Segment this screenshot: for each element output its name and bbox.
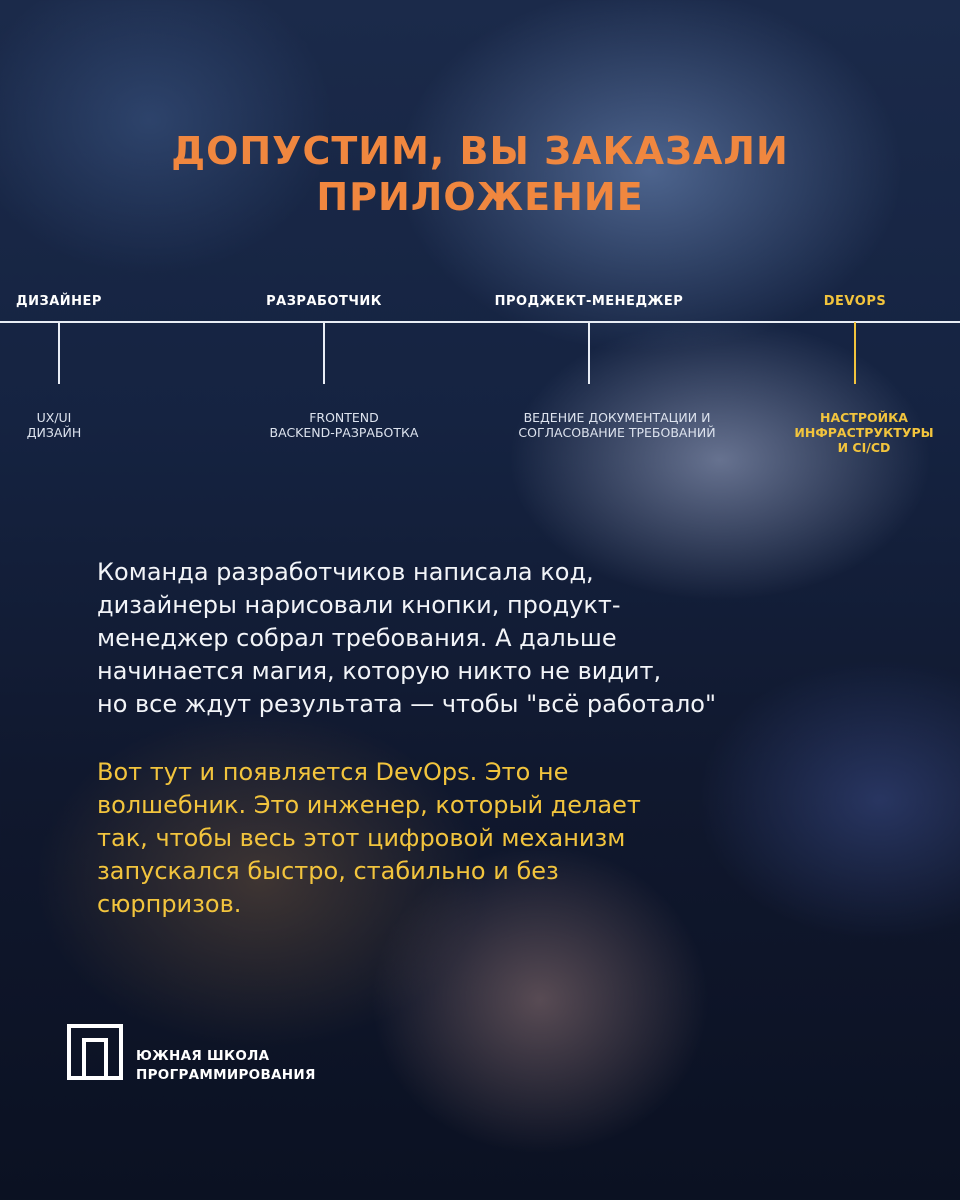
paragraph-line: менеджер собрал требования. А дальше <box>97 624 617 652</box>
devops-paragraph <box>97 756 857 921</box>
paragraph-line: дизайнеры нарисовали кнопки, продукт- <box>97 591 621 619</box>
role-desc-line: ВЕДЕНИЕ ДОКУМЕНТАЦИИ И <box>523 410 711 425</box>
page-title-line-2: ПРИЛОЖЕНИЕ <box>316 175 644 219</box>
intro-paragraph <box>97 556 857 721</box>
role-desc-devops <box>734 410 960 455</box>
role-label-developer: РАЗРАБОТЧИК <box>266 294 382 309</box>
role-desc-line: НАСТРОЙКА <box>820 410 908 425</box>
paragraph-line: волшебник. Это инженер, который делает <box>97 791 641 819</box>
timeline-tick-designer <box>58 322 60 384</box>
role-desc-line: UX/UI <box>36 410 72 425</box>
paragraph-line: сюрпризов. <box>97 890 242 918</box>
timeline-tick-project-manager <box>588 322 590 384</box>
role-desc-line: СОГЛАСОВАНИЕ ТРЕБОВАНИЙ <box>518 425 716 440</box>
role-desc-designer <box>0 410 184 440</box>
timeline-tick-devops <box>854 322 856 384</box>
page-title-line-1: ДОПУСТИМ, ВЫ ЗАКАЗАЛИ <box>171 129 789 173</box>
role-desc-line: И CI/CD <box>837 440 891 455</box>
brand-name <box>136 1047 316 1085</box>
paragraph-line: но все ждут результата — чтобы "всё работало" <box>97 690 717 718</box>
role-desc-line: ДИЗАЙН <box>26 425 82 440</box>
role-desc-line: FRONTEND <box>309 410 379 425</box>
paragraph-line: так, чтобы весь этот цифровой механизм <box>97 824 626 852</box>
role-desc-project-manager <box>487 410 747 440</box>
brand-name-line-2: ПРОГРАММИРОВАНИЯ <box>136 1067 316 1083</box>
role-label-project-manager: ПРОДЖЕКТ-МЕНЕДЖЕР <box>494 294 684 309</box>
role-label-designer: ДИЗАЙНЕР <box>16 294 102 309</box>
paragraph-line: начинается магия, которую никто не видит, <box>97 657 662 685</box>
page-title <box>0 128 960 220</box>
school-logo-icon <box>67 1024 123 1080</box>
paragraph-line: Команда разработчиков написала код, <box>97 558 594 586</box>
paragraph-line: Вот тут и появляется DevOps. Это не <box>97 758 569 786</box>
paragraph-line: запускался быстро, стабильно и без <box>97 857 559 885</box>
role-desc-developer <box>214 410 474 440</box>
brand-name-line-1: ЮЖНАЯ ШКОЛА <box>136 1048 270 1064</box>
timeline-tick-developer <box>323 322 325 384</box>
role-label-devops: DEVOPS <box>823 294 887 309</box>
role-desc-line: BACKEND-РАЗРАБОТКА <box>269 425 419 440</box>
timeline-line <box>0 321 960 323</box>
role-desc-line: ИНФРАСТРУКТУРЫ <box>794 425 934 440</box>
